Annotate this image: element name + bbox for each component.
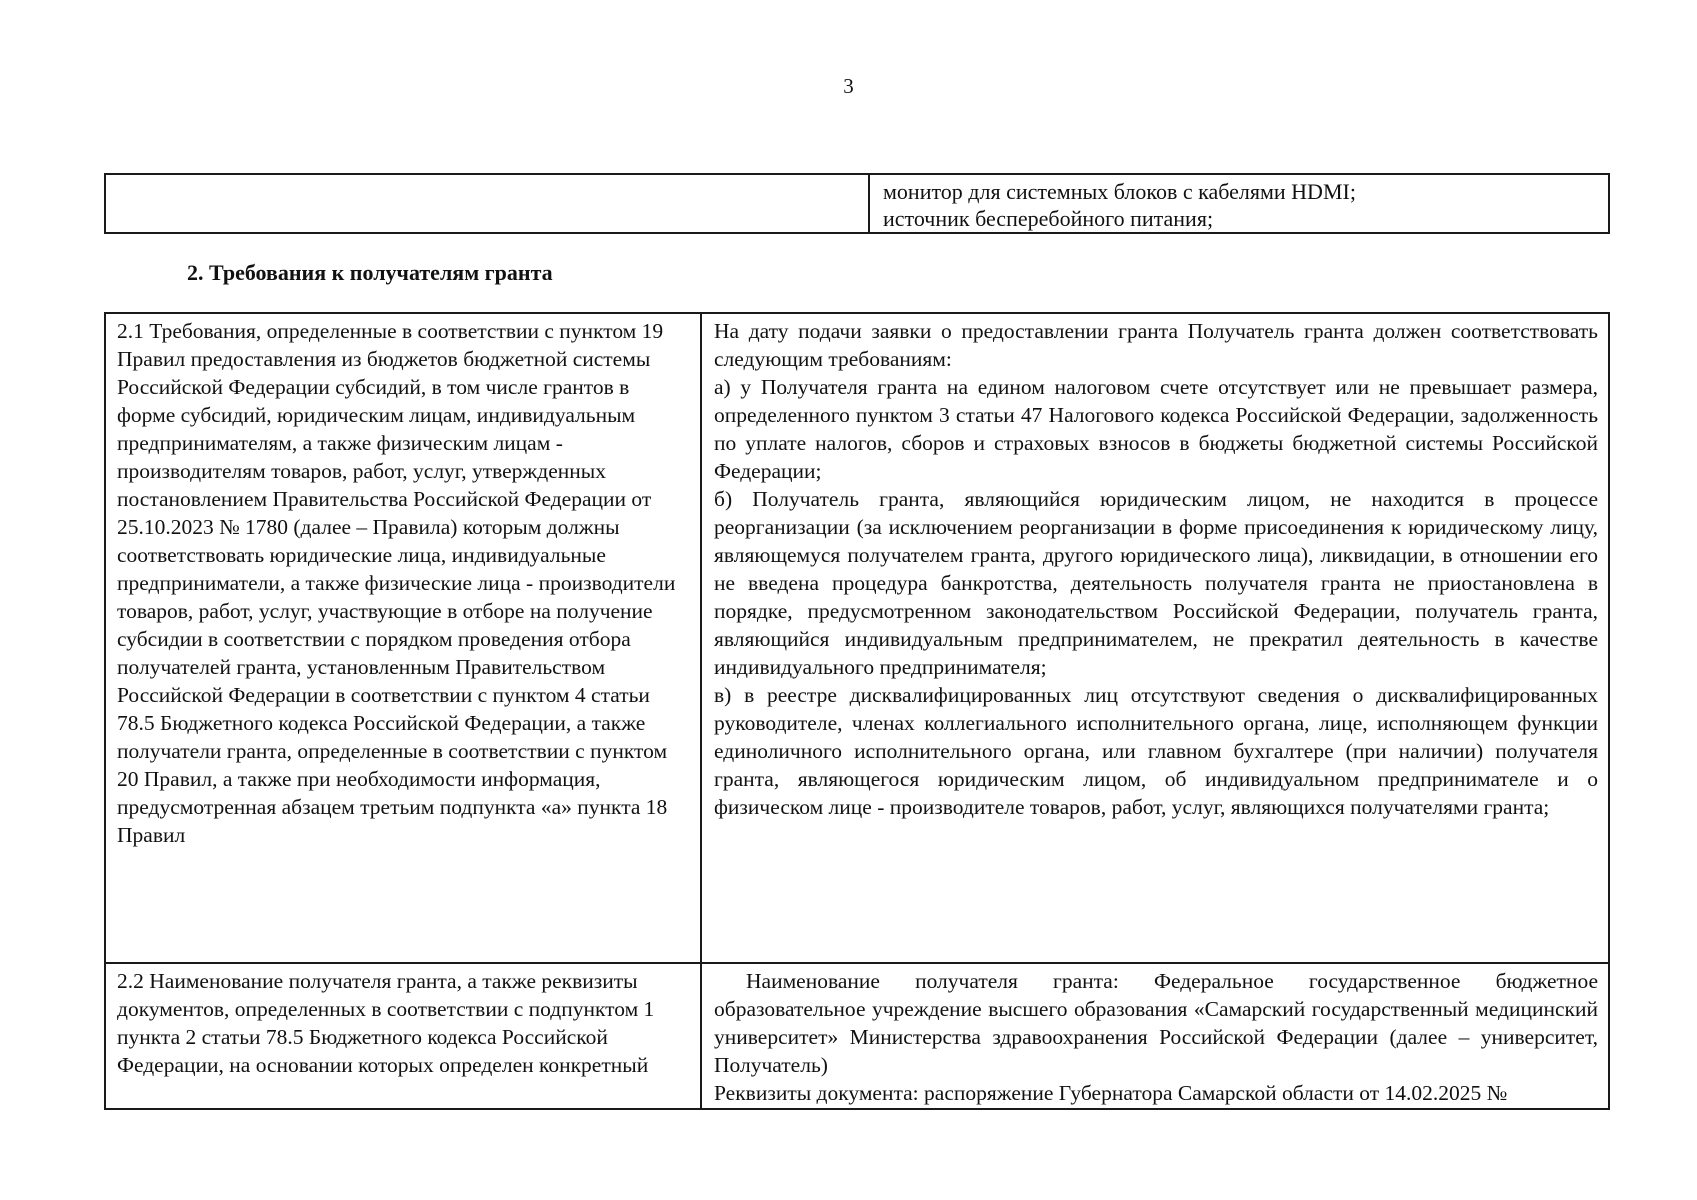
recipient-content-cell xyxy=(701,963,1609,1109)
requirements-table xyxy=(104,312,1610,1110)
requirement-paragraph: На дату подачи заявки о предоставлении гранта Получатель гранта должен соответствовать следующим требованиям: xyxy=(714,319,1598,371)
table-cell-empty xyxy=(105,174,869,233)
requirement-content-cell xyxy=(701,313,1609,963)
table-row xyxy=(105,963,1609,1109)
document-details-paragraph: Реквизиты документа: распоряжение Губернатора Самарской области от 14.02.2025 № xyxy=(714,1081,1508,1105)
equipment-line: монитор для системных блоков с кабелями HDMI; xyxy=(883,179,1356,204)
recipient-name-paragraph: Наименование получателя гранта: Федеральное государственное бюджетное образовательное учреждение высшего образования «Самарский государственный медицинский университет» Министерства здравоохранения Российской Федерации (далее – университет, Получатель) xyxy=(714,969,1598,1077)
table-row xyxy=(105,174,1609,233)
requirement-label-cell: 2.1 Требования, определенные в соответствии с пунктом 19 Правил предоставления из бюджетов бюджетной системы Российской Федерации субсидий, в том числе грантов в форме субсидий, юридическим лицам, индивидуальным предпринимателям, а также физическим лицам - производителям товаров, работ, услуг, утвержденных постановлением Правительства Российской Федерации от 25.10.2023 № 1780 (далее – Правила) которым должны соответствовать юридические лица, индивидуальные предприниматели, а также физические лица - производители товаров, работ, услуг, участвующие в отборе на получение субсидии в соответствии с порядком проведения отбора получателей гранта, установленным Правительством Российской Федерации в соответствии с пунктом 4 статьи 78.5 Бюджетного кодекса Российской Федерации, а также получатели гранта, определенные в соответствии с пунктом 20 Правил, а также при необходимости информация, предусмотренная абзацем третьим подпункта «а» пункта 18 Правил xyxy=(105,313,701,963)
table-row xyxy=(105,313,1609,963)
requirement-paragraph: в) в реестре дисквалифицированных лиц отсутствуют сведения о дисквалифицированных руководителе, членах коллегиального исполнительного органа, лице, исполняющем функции единоличного исполнительного органа, или главном бухгалтере (при наличии) получателя гранта, являющегося юридическим лицом, об индивидуальном предпринимателе и о физическом лице - производителе товаров, работ, услуг, являющихся получателями гранта; xyxy=(714,683,1598,819)
requirement-paragraph: б) Получатель гранта, являющийся юридическим лицом, не находится в процессе реорганизации (за исключением реорганизации в форме присоединения к юридическому лицу, являющемуся получателем гранта, другого юридического лица), ликвидации, в отношении его не введена процедура банкротства, деятельность получателя гранта не приостановлена в порядке, предусмотренном законодательством Российской Федерации, получатель гранта, являющийся индивидуальным предпринимателем, не прекратил деятельность в качестве индивидуального предпринимателя; xyxy=(714,487,1598,679)
requirement-paragraph: а) у Получателя гранта на едином налоговом счете отсутствует или не превышает размера, определенного пунктом 3 статьи 47 Налогового кодекса Российской Федерации, задолженность по уплате налогов, сборов и страховых взносов в бюджеты бюджетной системы Российской Федерации; xyxy=(714,375,1598,483)
equipment-line: источник бесперебойного питания; xyxy=(883,206,1214,231)
equipment-table-continuation xyxy=(104,173,1610,234)
table-cell-equipment xyxy=(869,174,1609,233)
recipient-label-cell: 2.2 Наименование получателя гранта, а также реквизиты документов, определенных в соответствии с подпунктом 1 пункта 2 статьи 78.5 Бюджетного кодекса Российской Федерации, на основании которых определен конкретный xyxy=(105,963,701,1109)
section-heading: 2. Требования к получателям гранта xyxy=(187,260,553,285)
page-number: 3 xyxy=(843,74,854,98)
